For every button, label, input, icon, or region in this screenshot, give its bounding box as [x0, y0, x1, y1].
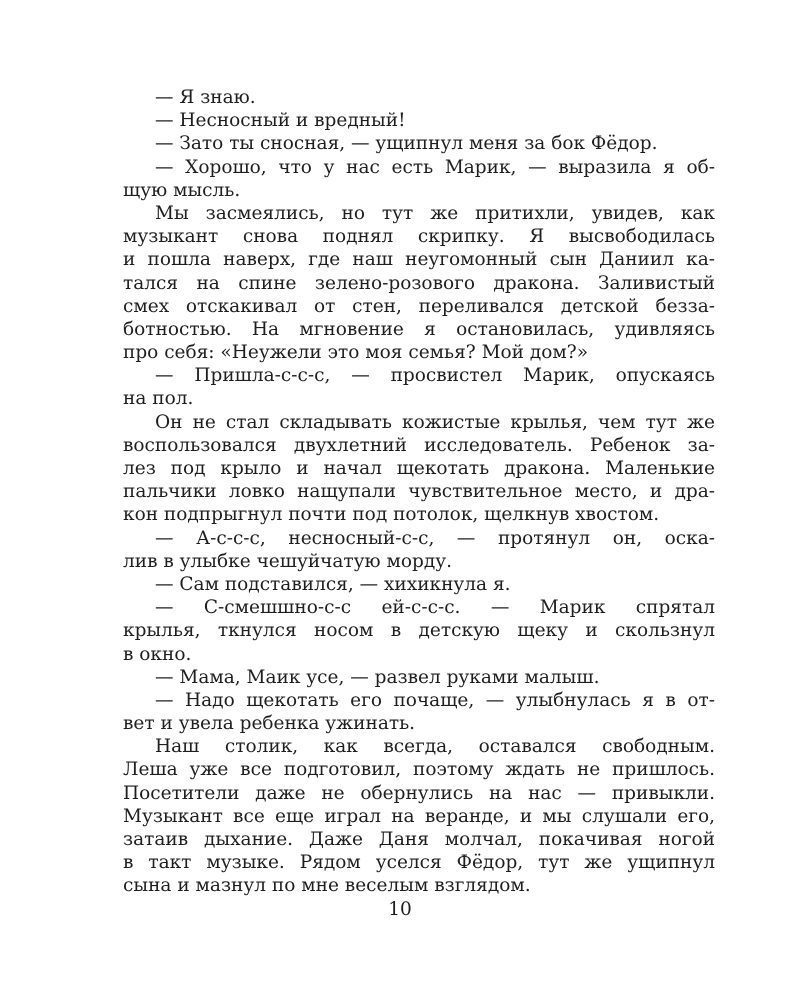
text-line: пальчики ловко нащупали чувствительное место, и дра- [123, 481, 715, 503]
text-line: в окно. [123, 643, 192, 665]
text-line: ботностью. На мгновение я остановилась, удивляясь [123, 318, 715, 340]
text-line: Музыкант все еще играл на веранде, и мы слушали его, [123, 805, 715, 827]
text-line: вет и увела ребенка ужинать. [123, 713, 416, 735]
text-line: — Зато ты сносная, — ущипнул меня за бок Фёдор. [155, 133, 658, 155]
text-line: Посетители даже не обернулись на нас — привыкли. [123, 782, 715, 804]
text-line: — Мама, Маик усе, — развел руками малыш. [155, 666, 600, 688]
text-line: тался на спине зелено-розового дракона. Заливистый [123, 272, 715, 294]
text-line: затаив дыхание. Даже Даня молчал, покачивая ногой [123, 829, 715, 850]
text-line: — С-смешшно-с-с ей-с-с-с. — Марик спрятал [155, 597, 715, 619]
text-line: Леша уже все подготовил, поэтому ждать не пришлось. [123, 759, 715, 781]
text-line: — Надо щекотать его почаще, — улыбнулась я в от- [155, 689, 715, 711]
text-line: щую мысль. [123, 179, 241, 201]
text-line: крылья, ткнулся носом в детскую щеку и скользнул [123, 620, 715, 642]
text-line: про себя: «Неужели это моя семья? Мой дом?» [123, 342, 589, 364]
text-line: воспользовался двухлетний исследователь. Ребенок за- [123, 434, 715, 456]
text-line: смех отскакивал от стен, переливался детской безза- [123, 295, 715, 317]
text-line: и пошла наверх, где наш неугомонный сын Даниил ка- [123, 249, 715, 271]
text-line: — Сам подставился, — хихикнула я. [155, 573, 511, 595]
text-line: — Хорошо, что у нас есть Марик, — выразила я об- [155, 156, 715, 178]
text-line: лив в улыбке чешуйчатую морду. [123, 550, 453, 572]
text-line: — Я знаю. [155, 87, 256, 108]
text-line: — Несносный и вредный! [155, 110, 406, 132]
text-line: в такт музыке. Рядом уселся Фёдор, тут же ущипнул [123, 852, 715, 874]
text-line: — А-с-с-с, несносный-с-с, — протянул он, оска- [155, 527, 715, 549]
text-line: Мы засмеялись, но тут же притихли, увидев, как [155, 202, 715, 224]
text-line: Наш столик, как всегда, оставался свободным. [155, 736, 715, 758]
text-line: на пол. [123, 388, 194, 410]
text-line: Он не стал складывать кожистые крылья, чем тут же [155, 411, 715, 433]
text-line: музыкант снова поднял скрипку. Я высвободилась [123, 226, 715, 248]
text-line: — Пришла-с-с-с, — просвистел Марик, опускаясь [155, 365, 715, 387]
text-line: лез под крыло и начал щекотать дракона. Маленькие [123, 458, 715, 479]
text-line: сына и мазнул по мне веселым взглядом. [123, 875, 531, 897]
text-line: кон подпрыгнул почти под потолок, щелкнув хвостом. [123, 504, 660, 526]
body-text [123, 86, 715, 898]
page-number: 10 [388, 899, 412, 920]
